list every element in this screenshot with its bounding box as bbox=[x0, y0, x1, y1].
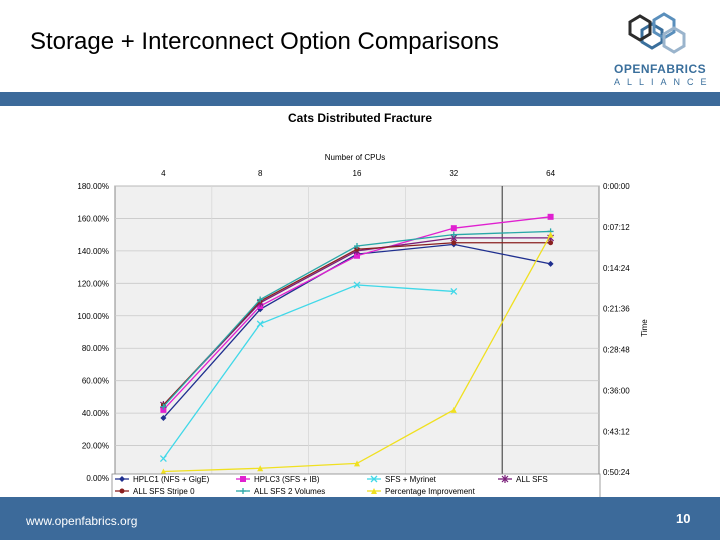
data-point bbox=[451, 240, 456, 245]
legend-label: ALL SFS 2 Volumes bbox=[254, 487, 326, 496]
y-tick-label: 100.00% bbox=[77, 311, 109, 321]
data-point bbox=[120, 489, 125, 494]
slide-title: Storage + Interconnect Option Comparisons bbox=[30, 28, 499, 55]
x-category-label: 8 bbox=[257, 169, 263, 178]
y2-tick-label: 0:00:00 bbox=[603, 182, 630, 191]
y2-tick-label: 0:50:24 bbox=[603, 468, 630, 478]
data-point bbox=[548, 240, 553, 245]
legend-label: SFS + Myrinet bbox=[385, 475, 436, 484]
y-tick-label: 180.00% bbox=[77, 182, 109, 191]
plot-area bbox=[115, 186, 599, 478]
x-category-label: 32 bbox=[449, 169, 459, 178]
y-tick-label: 20.00% bbox=[81, 441, 109, 451]
y-tick-label: 80.00% bbox=[81, 344, 109, 354]
logo-text bbox=[614, 62, 714, 87]
x2-axis-label: Number of CPUs bbox=[324, 153, 386, 162]
legend-label: ALL SFS Stripe 0 bbox=[133, 487, 195, 496]
legend-label: ALL SFS bbox=[516, 475, 548, 484]
y-tick-label: 120.00% bbox=[77, 279, 109, 289]
y2-tick-label: 0:43:12 bbox=[603, 427, 630, 437]
logo-line1: OPENFABRICS bbox=[614, 62, 707, 76]
y-tick-label: 140.00% bbox=[77, 246, 109, 256]
data-point bbox=[451, 225, 457, 231]
legend bbox=[112, 474, 600, 498]
line-chart bbox=[14, 106, 706, 498]
chart-area bbox=[14, 106, 706, 498]
x-category-label: 16 bbox=[352, 169, 362, 178]
data-point bbox=[548, 214, 554, 220]
legend-label: HPLC3 (SFS + IB) bbox=[254, 475, 320, 484]
y2-tick-label: 0:28:48 bbox=[603, 345, 630, 355]
y-tick-label: 160.00% bbox=[77, 214, 109, 224]
y-tick-label: 0.00% bbox=[86, 474, 109, 483]
y2-axis-label: Time bbox=[640, 319, 649, 337]
x-category-label: 4 bbox=[161, 169, 166, 178]
legend-label: Percentage Improvement bbox=[385, 487, 475, 496]
y2-tick-label: 0:21:36 bbox=[603, 304, 630, 314]
y-tick-label: 60.00% bbox=[81, 376, 109, 386]
data-point bbox=[240, 476, 246, 482]
chart-title: Cats Distributed Fracture bbox=[287, 111, 433, 125]
footer-url: www.openfabrics.org bbox=[26, 514, 138, 528]
y2-tick-label: 0:14:24 bbox=[603, 263, 630, 273]
y2-tick-label: 0:36:00 bbox=[603, 386, 630, 396]
x-category-label: 64 bbox=[546, 169, 556, 178]
page-number: 10 bbox=[676, 511, 691, 526]
y2-tick-label: 0:07:12 bbox=[603, 222, 630, 232]
logo-line2: ALLIANCE bbox=[614, 77, 714, 87]
y-tick-label: 40.00% bbox=[81, 409, 109, 419]
top-band bbox=[0, 92, 720, 106]
legend-label: HPLC1 (NFS + GigE) bbox=[133, 475, 210, 484]
